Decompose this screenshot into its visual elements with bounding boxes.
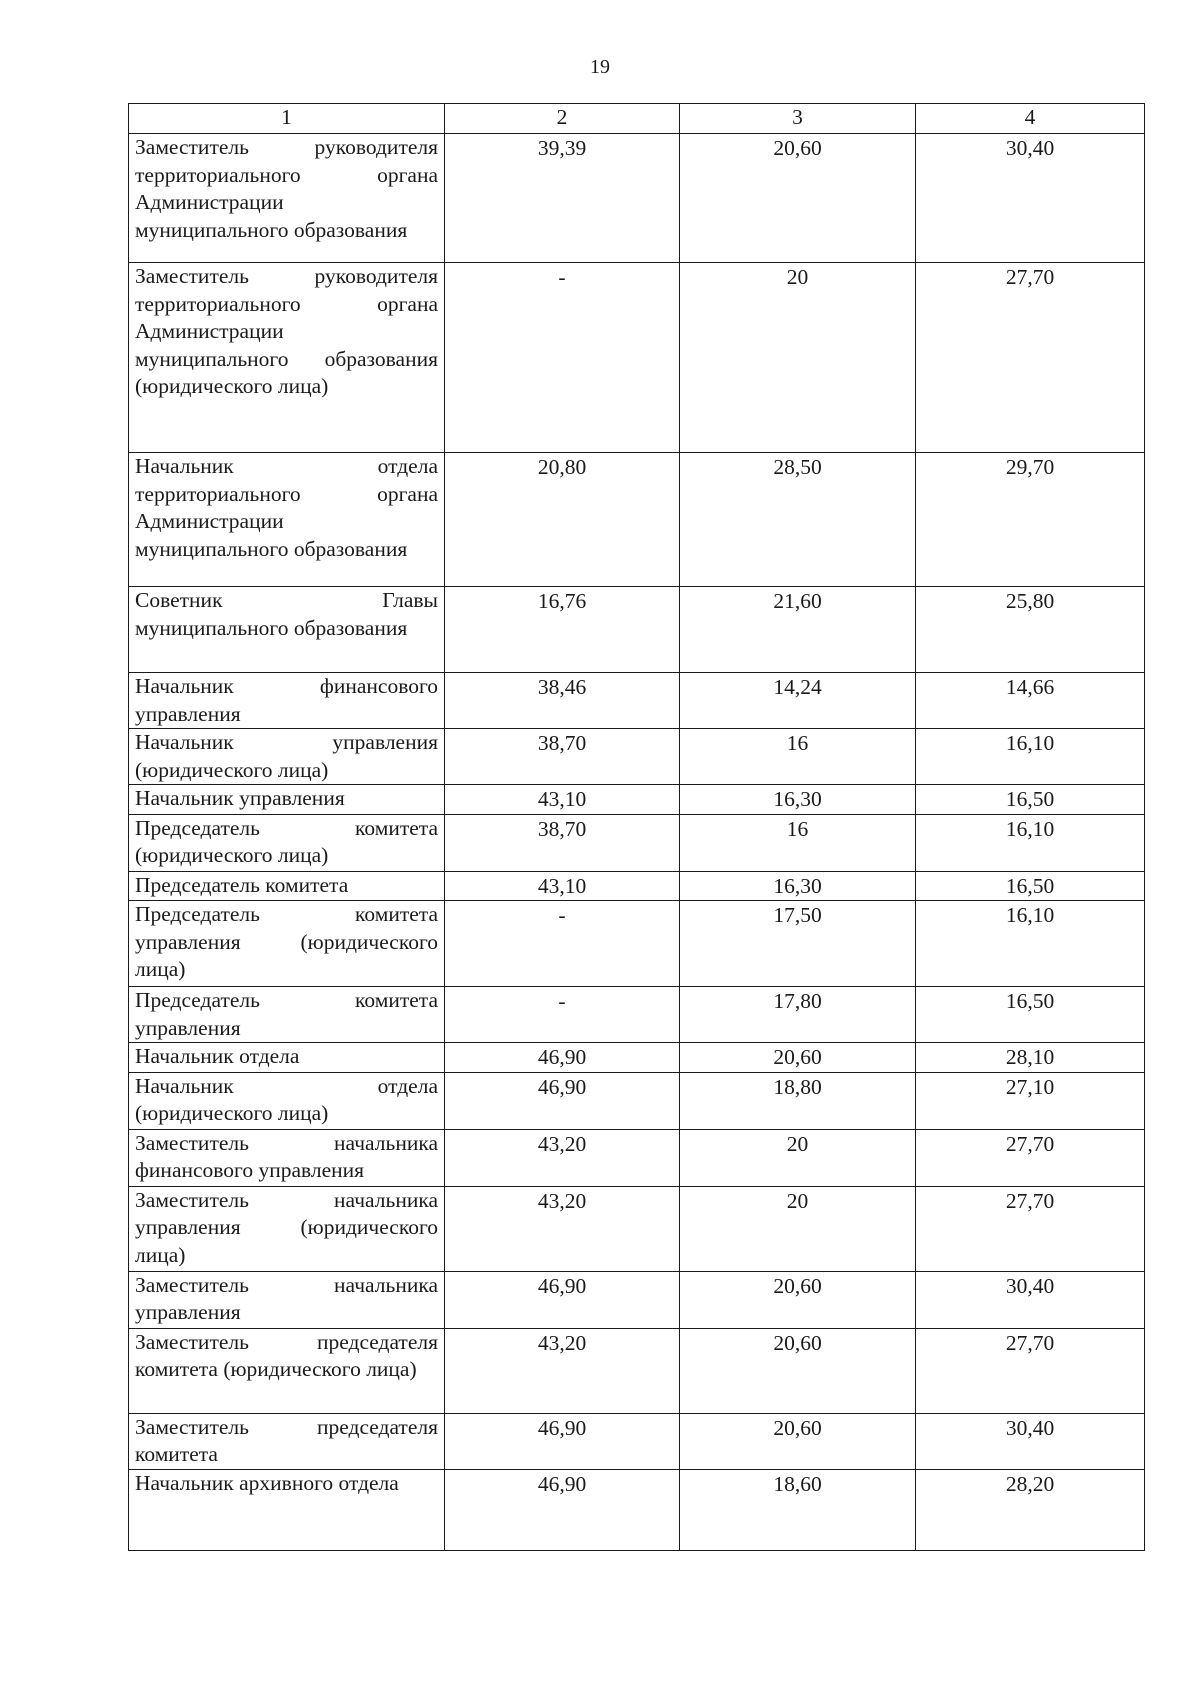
position-name: Председатель комитета управления (юридического лица): [129, 901, 445, 987]
value-col-4: 25,80: [916, 587, 1145, 673]
value-col-2: -: [445, 901, 680, 987]
value-col-2: -: [445, 987, 680, 1043]
value-col-3: 20: [680, 263, 916, 453]
table-row: [129, 1413, 1145, 1469]
table-header-row: [129, 104, 1145, 134]
value-col-2: 39,39: [445, 134, 680, 263]
value-col-2: 46,90: [445, 1043, 680, 1073]
value-col-3: 18,60: [680, 1469, 916, 1550]
table-row: [129, 453, 1145, 587]
table-row: [129, 1271, 1145, 1328]
position-name: Председатель комитета управления: [129, 987, 445, 1043]
value-col-3: 20,60: [680, 134, 916, 263]
column-header-4: 4: [916, 104, 1145, 134]
value-col-2: 16,76: [445, 587, 680, 673]
position-name: Начальник управления (юридического лица): [129, 729, 445, 785]
position-name: Председатель комитета: [129, 871, 445, 901]
value-col-3: 16,30: [680, 785, 916, 815]
table-row: [129, 1186, 1145, 1271]
position-name: Начальник отдела территориального органа Администрации муниципального образования: [129, 453, 445, 587]
value-col-3: 16,30: [680, 871, 916, 901]
value-col-3: 20: [680, 1186, 916, 1271]
value-col-3: 16: [680, 729, 916, 785]
value-col-2: 46,90: [445, 1469, 680, 1550]
position-name: Председатель комитета (юридического лица): [129, 814, 445, 871]
value-col-2: 43,10: [445, 785, 680, 815]
value-col-3: 20: [680, 1129, 916, 1186]
salary-coefficients-table: [128, 103, 1145, 1551]
table-row: [129, 1043, 1145, 1073]
position-name: Заместитель председателя комитета: [129, 1413, 445, 1469]
value-col-2: 43,10: [445, 871, 680, 901]
position-name: Советник Главы муниципального образования: [129, 587, 445, 673]
value-col-3: 20,60: [680, 1043, 916, 1073]
position-name: Заместитель председателя комитета (юридического лица): [129, 1328, 445, 1413]
position-name: Начальник финансового управления: [129, 673, 445, 729]
page-number: 19: [590, 56, 610, 78]
value-col-3: 14,24: [680, 673, 916, 729]
position-name: Начальник архивного отдела: [129, 1469, 445, 1550]
value-col-4: 16,10: [916, 729, 1145, 785]
table-row: [129, 673, 1145, 729]
table-row: [129, 814, 1145, 871]
value-col-2: 46,90: [445, 1271, 680, 1328]
value-col-4: 27,70: [916, 1186, 1145, 1271]
value-col-2: -: [445, 263, 680, 453]
value-col-3: 20,60: [680, 1328, 916, 1413]
table-row: [129, 263, 1145, 453]
table-row: [129, 134, 1145, 263]
value-col-2: 46,90: [445, 1072, 680, 1129]
value-col-3: 20,60: [680, 1271, 916, 1328]
value-col-4: 16,50: [916, 785, 1145, 815]
position-name: Заместитель начальника управления (юридического лица): [129, 1186, 445, 1271]
value-col-4: 30,40: [916, 1271, 1145, 1328]
table-row: [129, 1072, 1145, 1129]
value-col-4: 16,50: [916, 987, 1145, 1043]
value-col-2: 38,70: [445, 814, 680, 871]
value-col-4: 30,40: [916, 1413, 1145, 1469]
value-col-2: 46,90: [445, 1413, 680, 1469]
table-row: [129, 871, 1145, 901]
position-name: Начальник отдела: [129, 1043, 445, 1073]
value-col-4: 16,10: [916, 814, 1145, 871]
value-col-4: 16,10: [916, 901, 1145, 987]
value-col-4: 16,50: [916, 871, 1145, 901]
table-row: [129, 901, 1145, 987]
value-col-4: 14,66: [916, 673, 1145, 729]
position-name: Начальник отдела (юридического лица): [129, 1072, 445, 1129]
position-name: Заместитель начальника управления: [129, 1271, 445, 1328]
value-col-3: 16: [680, 814, 916, 871]
table-row: [129, 1469, 1145, 1550]
column-header-1: 1: [129, 104, 445, 134]
position-name: Начальник управления: [129, 785, 445, 815]
value-col-2: 43,20: [445, 1186, 680, 1271]
value-col-3: 28,50: [680, 453, 916, 587]
value-col-4: 27,70: [916, 1129, 1145, 1186]
value-col-2: 38,70: [445, 729, 680, 785]
value-col-2: 38,46: [445, 673, 680, 729]
table-row: [129, 729, 1145, 785]
value-col-3: 18,80: [680, 1072, 916, 1129]
value-col-4: 27,70: [916, 1328, 1145, 1413]
position-name: Заместитель начальника финансового управления: [129, 1129, 445, 1186]
position-name: Заместитель руководителя территориального органа Администрации муниципального образования (юридического лица): [129, 263, 445, 453]
value-col-2: 43,20: [445, 1129, 680, 1186]
table-row: [129, 785, 1145, 815]
value-col-2: 43,20: [445, 1328, 680, 1413]
value-col-3: 17,80: [680, 987, 916, 1043]
value-col-4: 28,10: [916, 1043, 1145, 1073]
value-col-4: 30,40: [916, 134, 1145, 263]
table-row: [129, 587, 1145, 673]
column-header-2: 2: [445, 104, 680, 134]
value-col-4: 28,20: [916, 1469, 1145, 1550]
value-col-4: 29,70: [916, 453, 1145, 587]
table-row: [129, 987, 1145, 1043]
value-col-3: 20,60: [680, 1413, 916, 1469]
value-col-2: 20,80: [445, 453, 680, 587]
table-row: [129, 1328, 1145, 1413]
value-col-3: 21,60: [680, 587, 916, 673]
column-header-3: 3: [680, 104, 916, 134]
position-name: Заместитель руководителя территориального органа Администрации муниципального образования: [129, 134, 445, 263]
table-row: [129, 1129, 1145, 1186]
value-col-4: 27,10: [916, 1072, 1145, 1129]
value-col-3: 17,50: [680, 901, 916, 987]
value-col-4: 27,70: [916, 263, 1145, 453]
